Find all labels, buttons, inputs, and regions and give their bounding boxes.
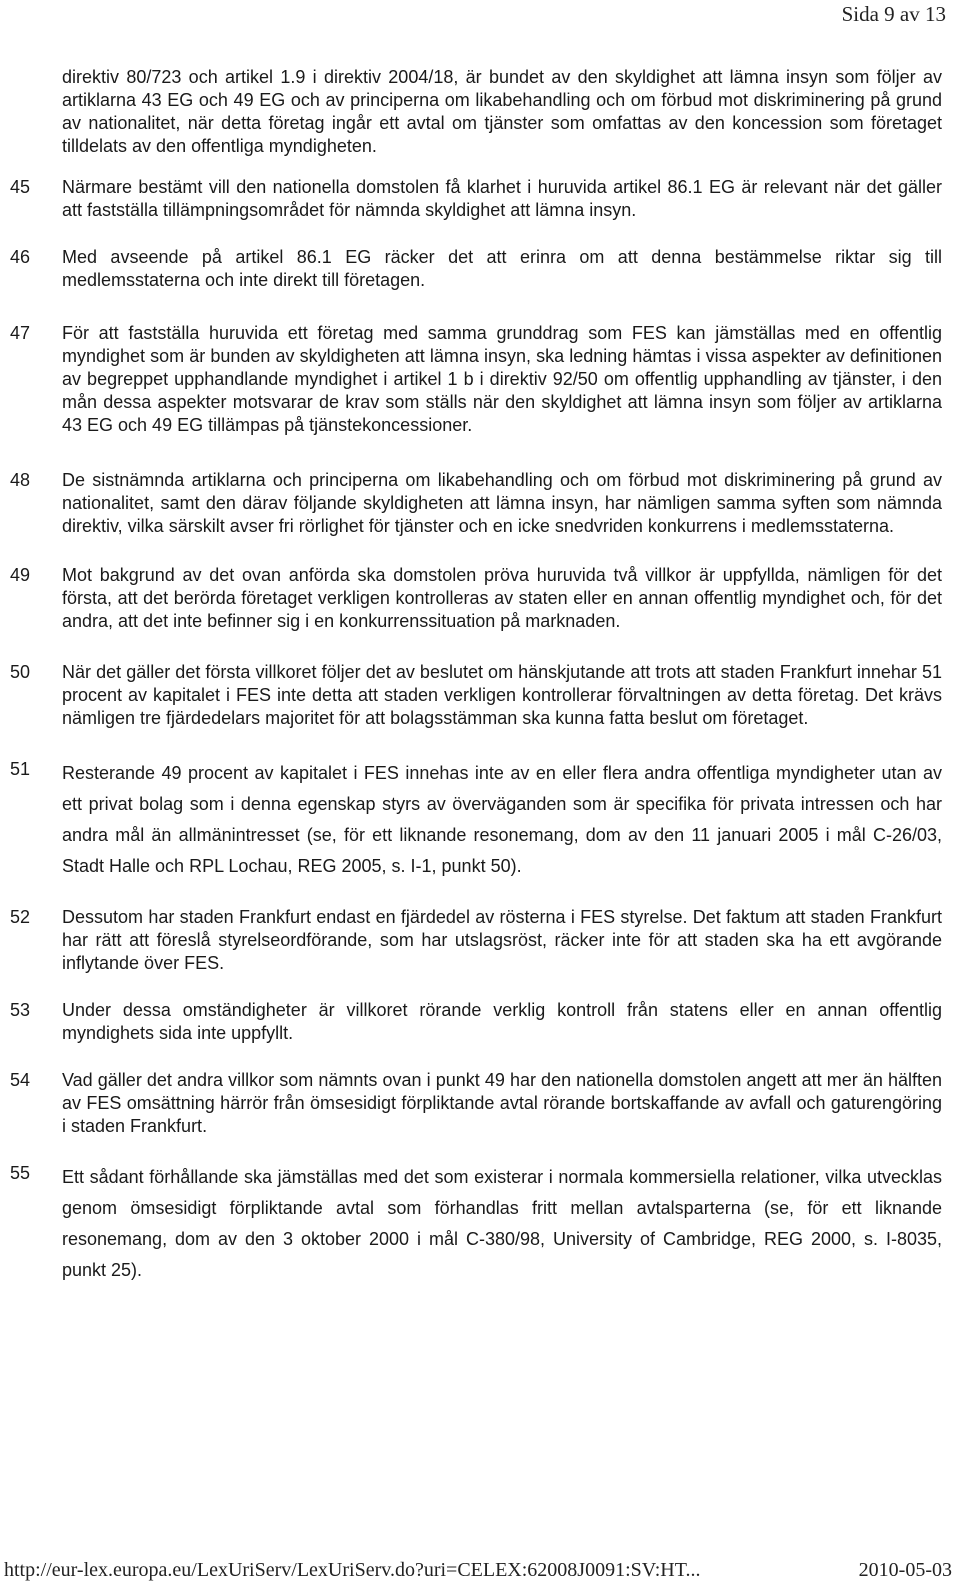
paragraph-text: De sistnämnda artiklarna och principerna om likabehandling och om förbud mot diskriminering på grund av nationalitet, samt den därav följande skyldigheten att lämna insyn, har nämligen samma syften som nämnda direktiv, vilka särskilt avser fri rörlighet för tjänster och en icke snedvriden konkurrens i medlemsstaterna. [62,470,942,536]
paragraph-text: För att fastställa huruvida ett företag med samma grunddrag som FES kan jämställas med en offentlig myndighet som är bunden av skyldigheten att lämna insyn, ska ledning hämtas i vissa aspekter av definitionen av begreppet upphandlande myndighet i artikel 1 b i direktiv 92/50 om offentlig upphandling av tjänster, i den mån dessa aspekter motsvarar de krav som ställs när den skyldighet att lämna insyn som följer av artiklarna 43 EG och 49 EG tillämpas på tjänstekoncessioner. [62,323,942,435]
paragraph-53 [10,999,942,1045]
page-header [842,2,946,27]
page-number-label: Sida 9 av 13 [841,2,946,26]
paragraph-text: Under dessa omständigheter är villkoret rörande verklig kontroll från statens eller en annan offentlig myndighets sida inte uppfyllt. [62,1000,942,1043]
paragraph-text: När det gäller det första villkoret följer det av beslutet om hänskjutande att trots att staden Frankfurt innehar 51 procent av kapitalet i FES inte detta att staden verkligen kontrollerar förvaltningen av detta företag. Det krävs nämligen tre fjärdedelars majoritet för att bolagsstämman ska kunna fatta beslut om företaget. [62,662,942,728]
paragraph-51 [10,758,942,882]
paragraph-45 [10,176,942,222]
paragraph-number: 51 [10,759,31,779]
paragraph-number: 45 [10,177,31,197]
paragraph-text: Närmare bestämt vill den nationella domstolen få klarhet i huruvida artikel 86.1 EG är relevant när det gäller att fastställa tillämpningsområdet för nämnda skyldighet att lämna insyn. [62,177,942,220]
paragraph-46 [10,246,942,292]
paragraph-number: 52 [10,907,31,927]
paragraph-54 [10,1069,942,1138]
paragraph-number: 47 [10,323,31,343]
paragraph-47 [10,322,942,437]
print-date: 2010-05-03 [858,1559,952,1581]
source-url[interactable]: http://eur-lex.europa.eu/LexUriServ/LexUriServ.do?uri=CELEX:62008J0091:SV:HT... [4,1559,701,1581]
page-footer [4,1558,952,1582]
paragraph-text: Ett sådant förhållande ska jämställas med det som existerar i normala kommersiella relationer, vilka utvecklas genom ömsesidigt förpliktande avtal som förhandlas fritt mellan avtalsparterna (se, för ett liknande resonemang, dom av den 3 oktober 2000 i mål C-380/98, University of Cambridge, REG 2000, s. I-8035, punkt 25). [62,1167,942,1280]
paragraph-number: 55 [10,1163,31,1183]
paragraph-text: Resterande 49 procent av kapitalet i FES innehas inte av en eller flera andra offentliga myndigheter utan av ett privat bolag som i denna egenskap styrs av överväganden som är specifika för privata intressen och har andra mål än allmänintresset (se, för ett liknande resonemang, dom av den 11 januari 2005 i mål C-26/03, Stadt Halle och RPL Lochau, REG 2005, s. I-1, punkt 50). [62,763,942,876]
paragraph-number: 50 [10,662,31,682]
paragraph-number: 48 [10,470,31,490]
paragraph-number: 53 [10,1000,31,1020]
paragraph-52 [10,906,942,975]
intro-paragraph: direktiv 80/723 och artikel 1.9 i direktiv 2004/18, är bundet av den skyldighet att lämna insyn som följer av artiklarna 43 EG och 49 EG och av principerna om likabehandling och om förbud mot diskriminering på grund av nationalitet, när detta företag ingår ett avtal om tjänster som omfattas av den koncession som företaget tilldelats av den offentliga myndigheten. [62,67,942,156]
document-body [10,66,942,1310]
paragraph-48 [10,469,942,538]
paragraph-text: Mot bakgrund av det ovan anförda ska domstolen pröva huruvida två villkor är uppfyllda, nämligen för det första, att det berörda företaget verkligen kontrolleras av staten eller en annan offentlig myndighet och, för det andra, att det inte befinner sig i en konkurrenssituation på marknaden. [62,565,942,631]
paragraph-55 [10,1162,942,1286]
paragraph-49 [10,564,942,633]
paragraph-number: 54 [10,1070,31,1090]
paragraph-number: 46 [10,247,31,267]
paragraph-text: Vad gäller det andra villkor som nämnts ovan i punkt 49 har den nationella domstolen angett att mer än hälften av FES omsättning härrör från ömsesidigt förpliktande avtal rörande bortskaffande av avfall och gaturengöring i staden Frankfurt. [62,1070,942,1136]
paragraph-number: 49 [10,565,31,585]
paragraph-text: Med avseende på artikel 86.1 EG räcker det att erinra om att denna bestämmelse riktar sig till medlemsstaterna och inte direkt till företagen. [62,247,942,290]
paragraph-text: Dessutom har staden Frankfurt endast en fjärdedel av rösterna i FES styrelse. Det faktum att staden Frankfurt har rätt att föreslå styrelseordförande, som har utslagsröst, räcker inte för att staden ska ha ett avgörande inflytande över FES. [62,907,942,973]
paragraph-50 [10,661,942,730]
